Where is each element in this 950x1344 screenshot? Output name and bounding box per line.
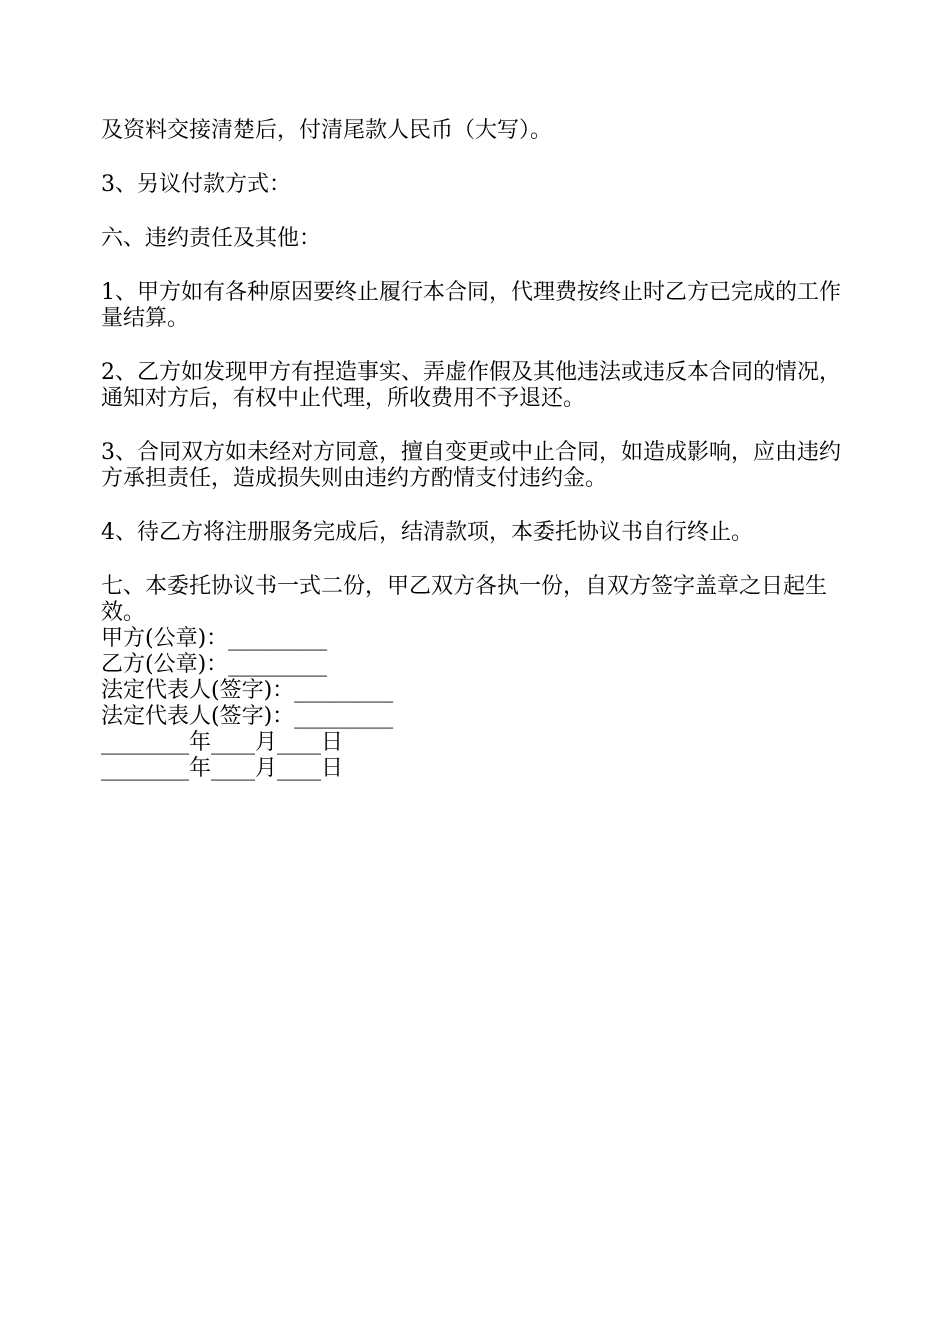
legal-rep-signature-line-a: 法定代表人(签字)：_________ bbox=[101, 678, 394, 703]
paragraph-clause-3: 3、合同双方如未经对方同意，擅自变更或中止合同，如造成影响，应由违约方承担责任，造成损失则由违约方酌情支付违约金。 bbox=[101, 440, 841, 491]
paragraph-clause-2: 2、乙方如发现甲方有捏造事实、弄虚作假及其他违法或违反本合同的情况，通知对方后，有权中止代理，所收费用不予退还。 bbox=[101, 360, 841, 411]
party-b-seal-line: 乙方(公章)：_________ bbox=[101, 652, 328, 677]
paragraph-clause-4: 4、待乙方将注册服务完成后，结清款项，本委托协议书自行终止。 bbox=[101, 520, 753, 545]
paragraph-other-payment: 3、另议付款方式： bbox=[101, 172, 291, 197]
section-heading-liability: 六、违约责任及其他： bbox=[101, 226, 322, 251]
paragraph-clause-1: 1、甲方如有各种原因要终止履行本合同，代理费按终止时乙方已完成的工作量结算。 bbox=[101, 280, 841, 331]
party-a-seal-line: 甲方(公章)：_________ bbox=[101, 626, 328, 651]
date-line-a: ________年____月____日 bbox=[101, 730, 344, 755]
legal-rep-signature-line-b: 法定代表人(签字)：_________ bbox=[101, 704, 394, 729]
date-line-b: ________年____月____日 bbox=[101, 756, 344, 781]
paragraph-section-7: 七、本委托协议书一式二份，甲乙双方各执一份，自双方签字盖章之日起生效。 bbox=[101, 574, 828, 625]
paragraph-final-payment: 及资料交接清楚后，付清尾款人民币（大写）。 bbox=[101, 118, 553, 143]
document-body bbox=[101, 118, 851, 782]
signature-block bbox=[101, 626, 851, 782]
